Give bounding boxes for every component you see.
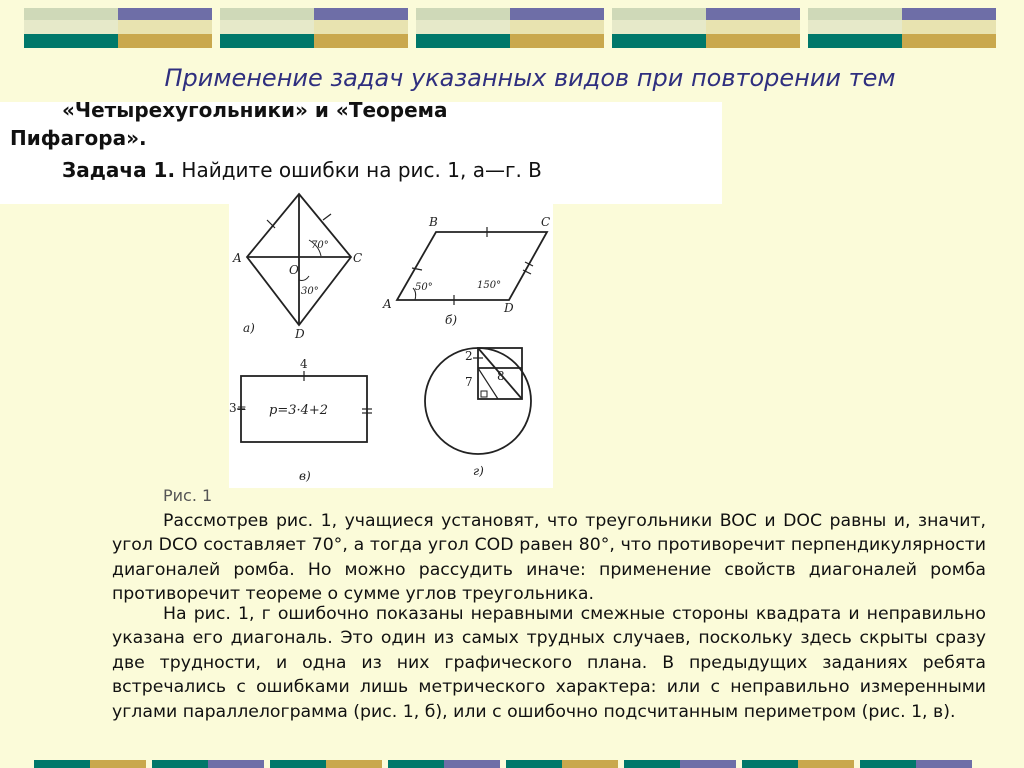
circle-label-2: 2 xyxy=(465,349,473,363)
label-D2: D xyxy=(504,301,514,315)
sub-g: г) xyxy=(473,464,484,478)
top-decor-band xyxy=(0,0,1024,52)
figure-caption: Рис. 1 xyxy=(163,486,213,505)
perimeter-formula: p=3·4+2 xyxy=(269,403,329,418)
label-D: D xyxy=(295,327,305,341)
sub-b: б) xyxy=(445,313,458,327)
topic-line-2: Пифагора». xyxy=(10,126,147,150)
topic-box xyxy=(0,98,722,204)
sub-v: в) xyxy=(299,469,311,483)
decor-tile xyxy=(24,8,212,48)
label-O: O xyxy=(289,263,299,277)
topic-line-1: «Четырехугольники» и «Теорема xyxy=(62,98,448,122)
paragraph-1: Рассмотрев рис. 1, учащиеся установят, что треугольники BOC и DOC равны и, значит, угол DCO составляет 70°, а тогда угол COD равен 80°, что противоречит перпендикулярности диагоналей ромба. Но можно рассудить иначе: применение свойств диагоналей ромба противоречит теореме о сумме углов треугольника. xyxy=(112,511,986,605)
task-text: Найдите ошибки на рис. 1, а—г. В xyxy=(175,158,542,182)
figure-drawing xyxy=(229,190,553,488)
rect-left-label: 3= xyxy=(229,401,247,415)
angle-30: 30° xyxy=(301,286,319,297)
decor-tile xyxy=(220,8,408,48)
angle-150: 150° xyxy=(477,280,502,291)
decor-tile xyxy=(612,8,800,48)
decor-tile xyxy=(416,8,604,48)
figure-1 xyxy=(229,190,553,488)
label-C2: C xyxy=(541,215,551,229)
rect-top-label: 4 xyxy=(300,357,308,371)
slide-title: Применение задач указанных видов при повторении тем xyxy=(164,64,896,92)
label-A2: A xyxy=(383,297,392,311)
angle-50: 50° xyxy=(415,282,433,293)
label-B: B xyxy=(429,215,438,229)
label-A: A xyxy=(233,251,242,265)
sub-a: а) xyxy=(243,321,255,335)
circle-label-8: 8 xyxy=(497,369,505,383)
task-line xyxy=(62,158,542,182)
label-C: C xyxy=(353,251,363,265)
circle-label-7: 7 xyxy=(465,375,473,389)
task-label: Задача 1. xyxy=(62,158,176,182)
bottom-decor-band xyxy=(0,758,1024,768)
paragraph-2: На рис. 1, г ошибочно показаны неравными смежные стороны квадрата и неправильно указана его диагональ. Это один из самых трудных случаев, поскольку здесь скрыты сразу две трудности, и одна из них графического плана. В предыдущих заданиях ребята встречались с ошибками лишь метрического характера: или с неправильно измеренными углами параллелограмма (рис. 1, б), или с ошибочно подсчитанным периметром (рис. 1, в). xyxy=(112,604,986,722)
angle-70: 70° xyxy=(311,240,329,251)
decor-tile xyxy=(808,8,996,48)
